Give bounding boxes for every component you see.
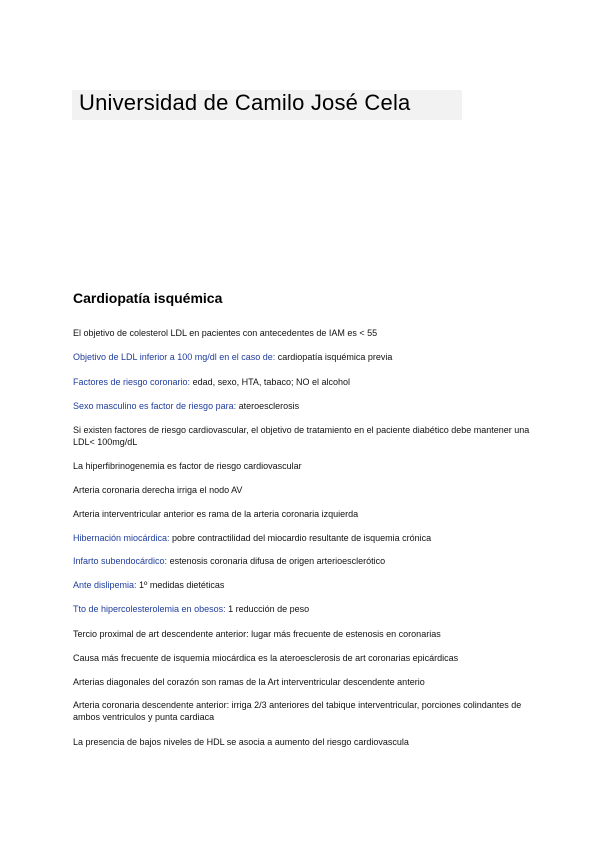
list-item [73,424,533,448]
list-item [73,555,533,567]
entry-text: La hiperfibrinogenemia es factor de riesgo cardiovascular [73,461,302,471]
entry-lead: Factores de riesgo coronario: [73,377,191,387]
entry-text: Arteria coronaria derecha irriga el nodo AV [73,485,243,495]
entry-text: Si existen factores de riesgo cardiovascular, el objetivo de tratamiento en el paciente diabético debe mantener una LDL< 100mg/dL [73,425,530,447]
section-heading: Cardiopatía isquémica [73,290,223,306]
list-item [73,699,533,723]
list-item [73,460,533,472]
list-item [73,676,533,688]
entry-text: Arteria coronaria descendente anterior: irriga 2/3 anteriores del tabique interventricular, porciones colindantes de ambos ventriculos y punta cardiaca [73,700,522,722]
entry-lead: Tto de hipercolesterolemia en obesos: [73,604,226,614]
list-item [73,532,533,544]
list-item [73,628,533,640]
entry-text: Arteria interventricular anterior es rama de la arteria coronaria izquierda [73,509,359,519]
entry-text: Arterias diagonales del corazón son ramas de la Art interventricular descendente anterio [73,677,425,687]
entry-text: La presencia de bajos niveles de HDL se asocia a aumento del riesgo cardiovascula [73,737,409,747]
entry-lead: Hibernación miocárdica: [73,533,170,543]
entry-lead: Sexo masculino es factor de riesgo para: [73,401,237,411]
list-item [73,508,533,520]
list-item [73,603,533,615]
entry-text: Causa más frecuente de isquemia miocárdica es la ateroesclerosis de art coronarias epicárdicas [73,653,459,663]
entry-lead: Infarto subendocárdico: [73,556,168,566]
entry-lead: Objetivo de LDL inferior a 100 mg/dl en el caso de: [73,352,276,362]
entry-text: pobre contractilidad del miocardio resultante de isquemia crónica [169,533,432,543]
list-item [73,579,533,591]
entry-text: 1º medidas dietéticas [136,580,225,590]
list-item [73,736,533,748]
list-item [73,351,533,363]
entry-text: cardiopatía isquémica previa [275,352,393,362]
entry-text: Tercio proximal de art descendente anterior: lugar más frecuente de estenosis en coronarias [73,629,441,639]
page-title: Universidad de Camilo José Cela [79,90,411,115]
entry-lead: Ante dislipemia: [73,580,137,590]
entry-text: 1 reducción de peso [225,604,310,614]
entry-text: ateroesclerosis [236,401,300,411]
list-item [73,484,533,496]
list-item [73,327,533,339]
entry-text: El objetivo de colesterol LDL en pacientes con antecedentes de IAM es < 55 [73,328,378,338]
list-item [73,652,533,664]
entry-text: edad, sexo, HTA, tabaco; NO el alcohol [190,377,350,387]
list-item [73,376,533,388]
list-item [73,400,533,412]
entry-text: estenosis coronaria difusa de origen arterioesclerótico [167,556,386,566]
